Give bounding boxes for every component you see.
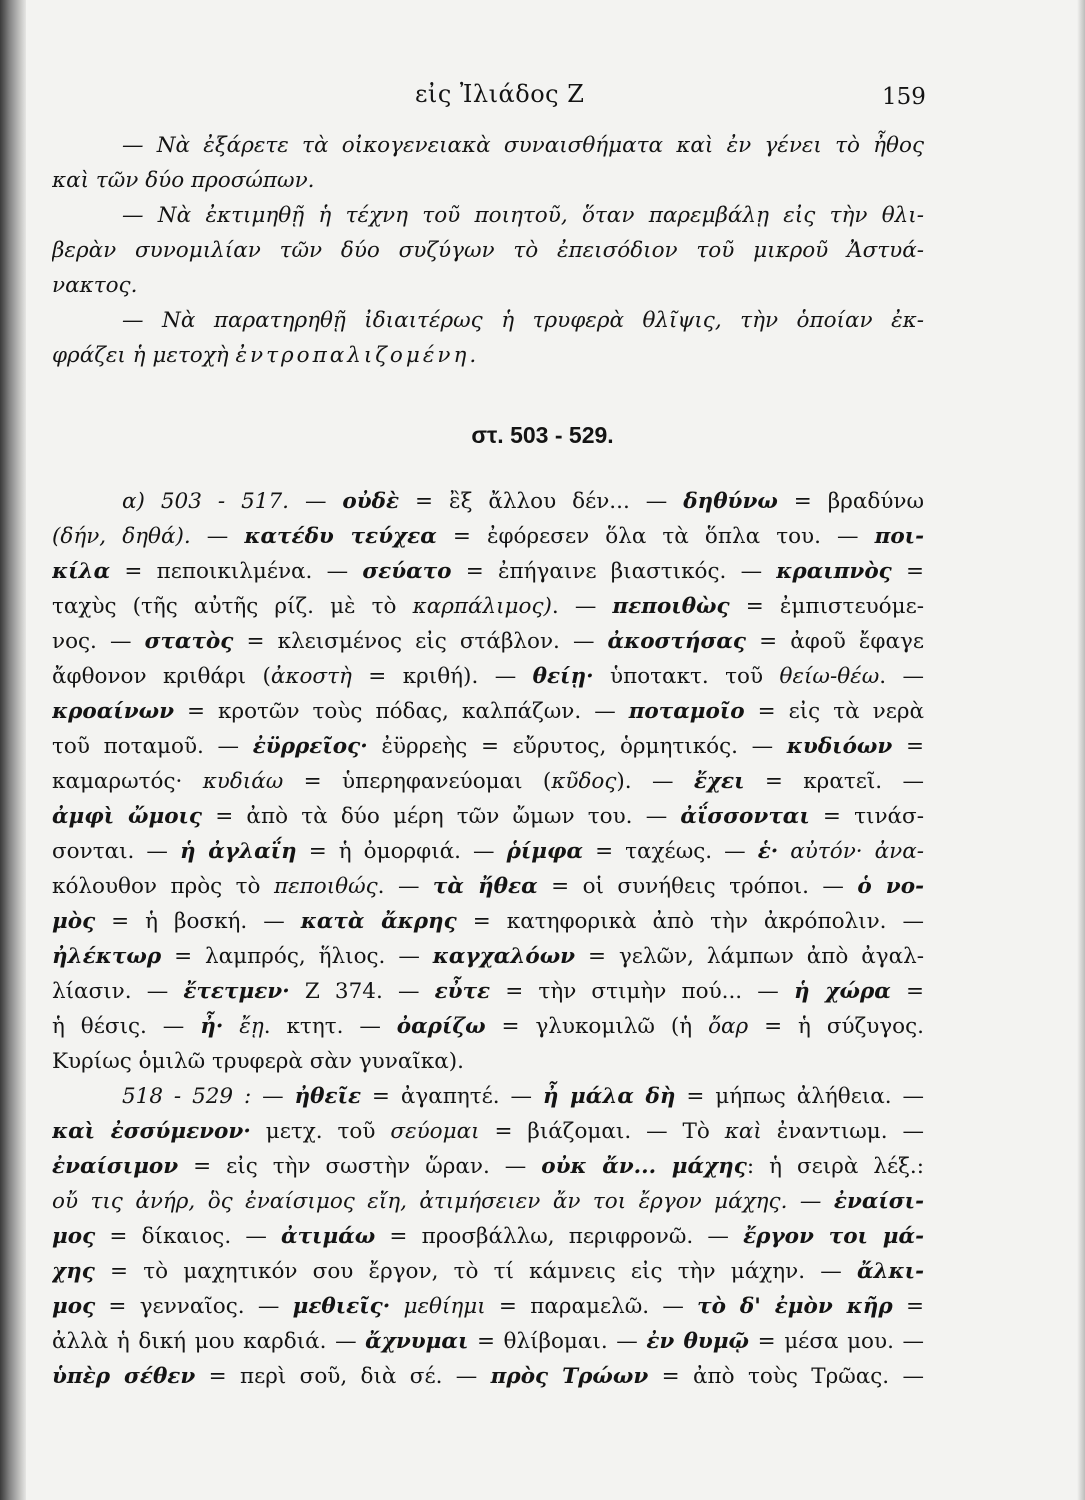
gloss: νος. — [52, 629, 145, 654]
gloss: = ταχέως. — [583, 839, 758, 864]
gloss: αὐτόν· ἀνα- [778, 839, 924, 864]
text-line [52, 1219, 924, 1254]
term: ὁ νο- [857, 874, 924, 899]
text-line [52, 1254, 924, 1289]
term: καγχαλόων [432, 944, 576, 969]
gloss: = βραδύνω [777, 489, 924, 514]
term: ἡ ἀγλαΐη [179, 839, 297, 864]
gloss: = εἰς τὰ νερὰ [744, 699, 924, 724]
line-text: . [469, 343, 477, 368]
term: μεθιεῖς· [292, 1294, 391, 1319]
text-line [52, 764, 924, 799]
text-line [52, 268, 924, 303]
gloss: ἄφθονον κριθάρι ( [52, 664, 271, 689]
text-line [52, 939, 924, 974]
text-line [52, 624, 924, 659]
gloss: = [890, 979, 924, 1004]
term: δηθύνω [683, 489, 778, 514]
gloss: ἀλλὰ ἡ δική μου καρδιά. — [52, 1329, 366, 1354]
gloss: = ἐπήγαινε βιαστικός. — [451, 559, 777, 584]
text-line [52, 659, 924, 694]
gloss: ἡ θέσις. — [52, 1014, 201, 1039]
term: ἐναίσιμον [52, 1154, 179, 1179]
text-line [52, 834, 924, 869]
term: καὶ ἐσσύμενον· [52, 1119, 251, 1144]
gloss: Ζ 374. — [289, 979, 435, 1004]
gloss: σονται. — [52, 839, 180, 864]
term: μος [52, 1294, 96, 1319]
gloss: ταχὺς (τῆς αὐτῆς ρίζ. μὲ τὸ [52, 594, 413, 619]
line-text: καὶ τῶν δύο προσώπων. [52, 168, 315, 193]
gloss: λίασιν. — [52, 979, 184, 1004]
gloss: = παραμελῶ. — [485, 1294, 698, 1319]
verse-range: 518 - 529 : [122, 1084, 252, 1109]
text-line [52, 303, 924, 338]
gloss: = πεποικιλμένα. — [110, 559, 363, 584]
term: ὀαρίζω [396, 1014, 486, 1039]
section-heading: στ. 503 - 529. [471, 422, 614, 448]
gloss: = τινάσ- [809, 804, 924, 829]
gloss: ἀκοστὴ [270, 664, 352, 689]
gloss: ὄαρ [708, 1014, 749, 1039]
text-line [52, 904, 924, 939]
gloss: = [891, 559, 924, 584]
gloss: = ἡ ὀμορφιά. — [296, 839, 507, 864]
gloss: σεύομαι [390, 1119, 480, 1144]
gloss: = κλεισμένος εἰς στάβλον. — [233, 629, 608, 654]
text-line [52, 554, 924, 589]
gloss: = περὶ σοῦ, διὰ σέ. — [195, 1364, 491, 1389]
emphasized-word: ἐντροπαλιζομένη [235, 343, 470, 368]
term: μος [52, 1224, 96, 1249]
gloss: : ἡ σειρὰ λέξ.: [746, 1154, 924, 1179]
gloss: (δήν, δηθά). [52, 524, 191, 549]
term: ἠθεῖε [294, 1084, 362, 1109]
term: τὰ ἤθεα [432, 874, 538, 899]
gloss: θείω-θέω [779, 664, 880, 689]
page-binding-shadow [0, 0, 26, 1500]
text-line [52, 869, 924, 904]
text-line [52, 974, 924, 1009]
gloss: = τὴν στιμὴν πού... — [490, 979, 794, 1004]
term: ἐναίσι- [833, 1189, 924, 1214]
text-line [52, 1114, 924, 1149]
term: ἄλκι- [856, 1259, 924, 1284]
text-line [52, 1079, 924, 1114]
gloss: = λαμπρός, ἥλιος. — [161, 944, 433, 969]
page-number: 159 [882, 84, 926, 110]
gloss: ἐϋρρεὴς = εὔρυτος, ὁρμητικός. — [367, 734, 787, 759]
gloss: = ἡ σύζυγος. [748, 1014, 924, 1039]
term: ἀΐσσονται [680, 804, 810, 829]
gloss: = γενναῖος. — [95, 1294, 293, 1319]
gloss: . — [879, 664, 924, 689]
term: ἐϋρρεῖος· [252, 734, 368, 759]
term: ἑ· [757, 839, 779, 864]
term: ἐν θυμῷ [646, 1329, 750, 1354]
gloss [390, 1294, 403, 1319]
term: στατὸς [144, 629, 234, 654]
term: κατέδυ τεύχεα [244, 524, 437, 549]
gloss: κυδιάω [202, 769, 284, 794]
gloss: ἐναντιωμ. — [761, 1119, 924, 1144]
term: ἔργον τοι μά- [743, 1224, 924, 1249]
gloss: = [892, 1294, 924, 1319]
gloss: = μήπως ἀλήθεια. — [675, 1084, 924, 1109]
term: κυδιόων [786, 734, 893, 759]
term: οὐκ ἄν... μάχης [541, 1154, 747, 1179]
gloss: . κτητ. — [263, 1014, 397, 1039]
term: οὐδὲ [342, 489, 400, 514]
gloss: . — [551, 594, 613, 619]
term: ἡ χώρα [793, 979, 891, 1004]
term: ὑπὲρ σέθεν [52, 1364, 196, 1389]
gloss: οὔ τις ἀνήρ, ὃς ἐναίσιμος εἴη, ἀτιμήσειεν ἄν τοι ἔργον μάχης. — [52, 1189, 834, 1214]
term: πεποιθὼς [612, 594, 730, 619]
gloss: καμαρωτός· [52, 769, 203, 794]
line-text: — Νὰ παρατηρηθῇ ἰδιαιτέρως ἡ τρυφερὰ θλῖψις, τὴν ὁποίαν ἐκ- [122, 308, 924, 333]
text-line [52, 198, 924, 233]
text-line [52, 729, 924, 764]
term: κατὰ ἄκρης [300, 909, 457, 934]
text-line [52, 799, 924, 834]
term: κροαίνων [52, 699, 175, 724]
gloss: = ἀγαπητέ. — [361, 1084, 543, 1109]
line-text: βερὰν συνομιλίαν τῶν δύο συζύγων τὸ ἐπεισόδιον τοῦ μικροῦ Ἀστυά- [52, 238, 924, 263]
gloss: = τὸ μαχητικόν σου ἔργον, τὸ τί κάμνεις εἰς τὴν μάχην. — [94, 1259, 857, 1284]
gloss: ). — [616, 769, 694, 794]
gloss: = οἱ συνήθεις τρόποι. — [537, 874, 858, 899]
gloss: ἔῃ [223, 1014, 264, 1039]
gloss: — [190, 524, 245, 549]
text-line [52, 338, 924, 373]
gloss: = ἒξ ἄλλου δέν... — [399, 489, 684, 514]
term: σεύατο [362, 559, 452, 584]
gloss: πεποιθώς [273, 874, 378, 899]
gloss: τοῦ ποταμοῦ. — [52, 734, 253, 759]
text-line [52, 519, 924, 554]
term: τὸ δ' ἐμὸν κῆρ [697, 1294, 893, 1319]
text-line [52, 694, 924, 729]
text-line [52, 1289, 924, 1324]
gloss: = βιάζομαι. — Τὸ [479, 1119, 725, 1144]
text-line [52, 1324, 924, 1359]
gloss: μετχ. τοῦ [250, 1119, 391, 1144]
term: ῥίμφα [506, 839, 584, 864]
gloss: = κατηφορικὰ ἀπὸ τὴν ἀκρόπολιν. — [456, 909, 924, 934]
text-line [52, 1359, 924, 1394]
verse-range: α) 503 - 517. [122, 489, 289, 514]
term: χης [52, 1259, 95, 1284]
term: ἠλέκτωρ [52, 944, 162, 969]
gloss: κόλουθον πρὸς τὸ [52, 874, 274, 899]
term: θείῃ· [532, 664, 594, 689]
gloss: ὑποτακτ. τοῦ [593, 664, 780, 689]
gloss: = ἀπὸ τοὺς Τρῶας. — [648, 1364, 924, 1389]
gloss: = δίκαιος. — [95, 1224, 282, 1249]
gloss: = κροτῶν τοὺς πόδας, καλπάζων. — [174, 699, 629, 724]
text-line [52, 1044, 924, 1079]
gloss: = γελῶν, λάμπων ἀπὸ ἀγαλ- [575, 944, 924, 969]
gloss: = ἀφοῦ ἔφαγε [746, 629, 924, 654]
gloss: = κρατεῖ. — [744, 769, 924, 794]
term: μὸς [52, 909, 96, 934]
text-line [52, 233, 924, 268]
term: ἀμφὶ ὤμοις [52, 804, 203, 829]
term: κίλα [52, 559, 111, 584]
gloss: = [892, 734, 924, 759]
gloss: = ἐφόρεσεν ὅλα τὰ ὅπλα του. — [436, 524, 875, 549]
line-text: νακτος. [52, 273, 138, 298]
gloss: = κριθή). — [351, 664, 533, 689]
term: ἀτιμάω [281, 1224, 376, 1249]
page-edge [1077, 0, 1085, 1500]
gloss: — [304, 489, 327, 514]
study-questions [52, 128, 924, 373]
term: ἔχει [693, 769, 745, 794]
term: ποταμοῖο [628, 699, 745, 724]
gloss: = θλίβομαι. — [468, 1329, 647, 1354]
commentary-block [52, 484, 924, 1394]
gloss: Κυρίως ὁμιλῶ τρυφερὰ σὰν γυναῖκα). [52, 1049, 464, 1074]
text-line [52, 163, 924, 198]
gloss: = μέσα μου. — [749, 1329, 924, 1354]
running-head: εἰς Ἰλιάδος Ζ [415, 80, 585, 108]
term: ποι- [874, 524, 924, 549]
gloss: μεθίημι [403, 1294, 486, 1319]
term: κραιπνὸς [776, 559, 892, 584]
text-line [52, 589, 924, 624]
line-text: — Νὰ ἐξάρετε τὰ οἰκογενειακὰ συναισθήματα καὶ ἐν γένει τὸ ἦθος [122, 133, 924, 158]
gloss: = ὑπερηφανεύομαι ( [283, 769, 552, 794]
text-line [52, 1149, 924, 1184]
gloss: = γλυκομιλῶ (ἡ [485, 1014, 709, 1039]
text-line [52, 128, 924, 163]
gloss: κῦδος [551, 769, 617, 794]
gloss: = εἰς τὴν σωστὴν ὥραν. — [178, 1154, 542, 1179]
term: ἦ· [200, 1014, 224, 1039]
text-line [52, 484, 924, 519]
gloss: = ἐμπιστευόμε- [729, 594, 924, 619]
term: ἄχνυμαι [365, 1329, 469, 1354]
gloss: = ἀπὸ τὰ δύο μέρη τῶν ὤμων του. — [202, 804, 681, 829]
gloss: . — [377, 874, 433, 899]
gloss: = προσβάλλω, περιφρονῶ. — [375, 1224, 744, 1249]
term: εὖτε [434, 979, 491, 1004]
line-text: — Νὰ ἐκτιμηθῇ ἡ τέχνη τοῦ ποιητοῦ, ὅταν παρεμβάλῃ εἰς τὴν θλι- [122, 203, 924, 228]
term: πρὸς Τρώων [490, 1364, 649, 1389]
gloss: καὶ [724, 1119, 762, 1144]
line-text: φράζει ἡ μετοχὴ [52, 343, 236, 368]
gloss: = ἡ βοσκή. — [95, 909, 301, 934]
gloss: καρπάλιμος) [412, 594, 552, 619]
term: ἔτετμεν· [183, 979, 290, 1004]
gloss: — [251, 1084, 295, 1109]
text-line [52, 1184, 924, 1219]
text-line [52, 1009, 924, 1044]
term: ἀκοστήσας [607, 629, 746, 654]
term: ἦ μάλα δὴ [542, 1084, 676, 1109]
